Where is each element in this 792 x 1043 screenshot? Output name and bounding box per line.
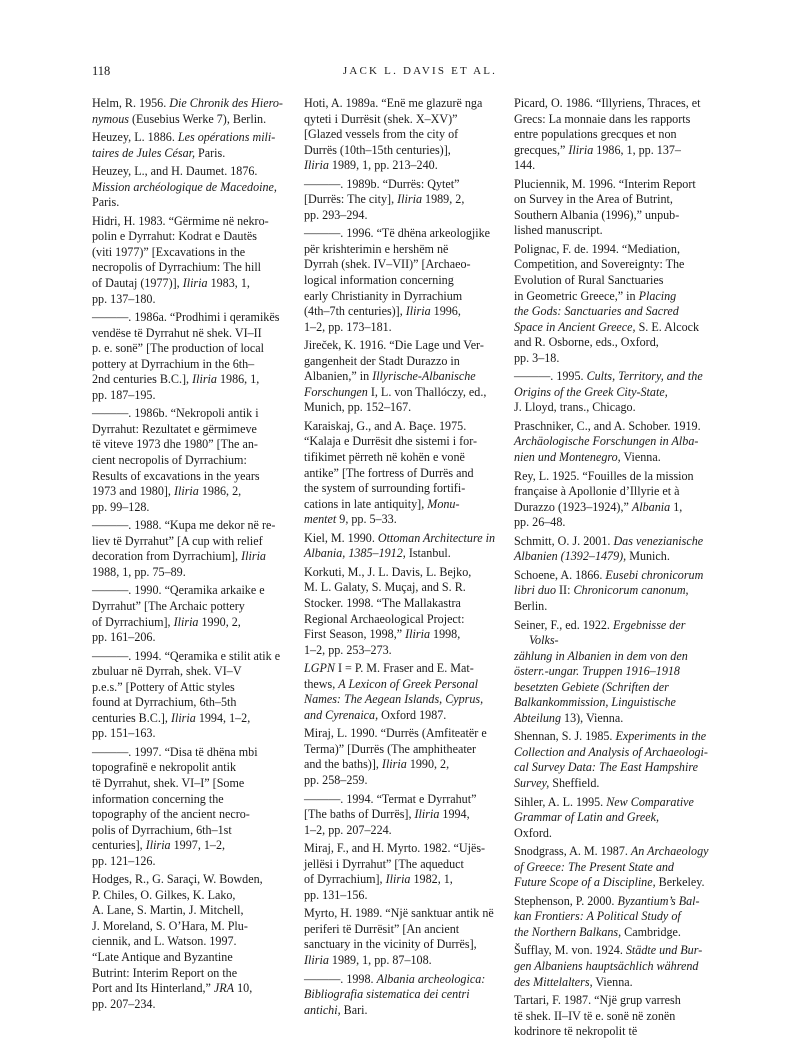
entry-line: pp. 161–206. (92, 630, 156, 645)
entry-line: Survey, Sheffield. (514, 775, 600, 790)
running-head: JACK L. DAVIS ET AL. (342, 65, 498, 77)
entry-line: decoration from Dyrrachium], Iliria (92, 549, 266, 564)
entry-line: p. e. sonë” [The production of local (92, 341, 264, 356)
entry-line: 1–2, pp. 207–224. (304, 822, 392, 837)
entry-line: ———. 1996. “Të dhëna arkeologjike (304, 226, 491, 241)
entry-line: (4th–7th centuries)], Iliria 1996, (304, 304, 461, 319)
bibliography-entry (92, 649, 292, 742)
entry-line: të shek. II–IV të e. sonë në zonën (514, 1008, 676, 1023)
bibliography-entry (92, 310, 292, 403)
entry-line: Grecs: La monnaie dans les rapports (514, 111, 691, 126)
bibliography-entry (304, 841, 502, 903)
entry-line: 2nd centuries B.C.], Iliria 1986, 1, (92, 372, 260, 387)
entry-line: libri duo II: Chronicorum canonum, (514, 583, 689, 598)
entry-line: jellësi i Dyrrahut” [The aqueduct (304, 856, 464, 871)
entry-line: zählung in Albanien in dem von den (514, 648, 688, 663)
entry-line: ———. 1988. “Kupa me dekor në re- (92, 518, 276, 533)
bibliography-entry (92, 130, 292, 161)
bibliography-entry (514, 469, 710, 531)
entry-line: Port and Its Hinterland,” JRA 10, (92, 981, 253, 996)
entry-line: “Kalaja e Durrësit dhe sistemi i for- (304, 434, 478, 449)
entry-line: Schmitt, O. J. 2001. Das venezianische (514, 533, 704, 548)
entry-line: kodrinore të nekropolit të (514, 1024, 638, 1039)
entry-line: Southern Albania (1996),” unpub- (514, 207, 680, 222)
entry-line: cient necropolis of Dyrrachium: (92, 453, 247, 468)
entry-line: Origins of the Greek City-State, (514, 384, 668, 399)
entry-line: Pluciennik, M. 1996. “Interim Report (514, 176, 696, 191)
bibliography-column-2 (304, 96, 502, 1021)
entry-line: J. Lloyd, trans., Chicago. (514, 400, 636, 415)
bibliography-entry (304, 177, 502, 224)
entry-line: Hidri, H. 1983. “Gërmime në nekro- (92, 213, 269, 228)
entry-line: Bibliografia sistematica dei centri (304, 987, 470, 1002)
entry-line: pp. 151–163. (92, 726, 156, 741)
bibliography-entry (92, 164, 292, 211)
entry-line: Iliria 1989, 1, pp. 87–108. (304, 952, 432, 967)
entry-line: pp. 3–18. (514, 350, 560, 365)
bibliography-entry (304, 565, 502, 658)
entry-line: [Durrës: The city], Iliria 1989, 2, (304, 192, 465, 207)
entry-line: Schoene, A. 1866. Eusebi chronicorum (514, 567, 704, 582)
entry-line: Shennan, S. J. 1985. Experiments in the (514, 729, 707, 744)
bibliography-entry (514, 844, 710, 891)
entry-line: P. Chiles, O. Gilkes, K. Lako, (92, 887, 236, 902)
entry-line: pp. 207–234. (92, 996, 156, 1011)
entry-line: on Survey in the Area of Butrint, (514, 192, 673, 207)
entry-line: Šufflay, M. von. 1924. Städte und Bur- (514, 943, 703, 958)
entry-line: Dyrrah (shek. IV–VII)” [Archaeo- (304, 257, 471, 272)
entry-line: tifikimet përreth në kohën e vonë (304, 450, 465, 465)
entry-line: pp. 293–294. (304, 207, 368, 222)
bibliography-entry (92, 214, 292, 307)
entry-line: nien und Montenegro, Vienna. (514, 450, 661, 465)
entry-line: Jireček, K. 1916. “Die Lage und Ver- (304, 338, 484, 353)
entry-line: mentet 9, pp. 5–33. (304, 512, 397, 527)
bibliography-entry (304, 906, 502, 968)
entry-line: Space in Ancient Greece, S. E. Alcock (514, 319, 700, 334)
entry-line: Praschniker, C., and A. Schober. 1919. (514, 418, 701, 433)
entry-line: ———. 1997. “Disa të dhëna mbi (92, 744, 258, 759)
entry-line: pp. 137–180. (92, 291, 156, 306)
entry-line: pp. 121–126. (92, 853, 156, 868)
entry-line: the Northern Balkans, Cambridge. (514, 924, 681, 939)
entry-line: ———. 1990. “Qeramika arkaike e (92, 583, 265, 598)
entry-line: Regional Archaeological Project: (304, 611, 465, 626)
entry-line: Dyrrahut: Rezultatet e gërmimeve (92, 421, 257, 436)
entry-line: of Dyrrachium], Iliria 1982, 1, (304, 872, 453, 887)
entry-line: Rey, L. 1925. “Fouilles de la mission (514, 468, 694, 483)
bibliography-entry (92, 406, 292, 515)
entry-line: Picard, O. 1986. “Illyriens, Thraces, et (514, 96, 701, 110)
bibliography-entry (304, 419, 502, 528)
entry-line: Abteilung 13), Vienna. (514, 710, 624, 725)
entry-line: Tartari, F. 1987. “Një grup varresh (514, 993, 681, 1008)
bibliography-entry (304, 531, 502, 562)
entry-line: Berlin. (514, 598, 548, 613)
entry-line: Miraj, F., and H. Myrto. 1982. “Ujës- (304, 841, 486, 856)
entry-line: të Dyrrahut, shek. VI–I” [Some (92, 775, 245, 790)
entry-line: A. Lane, S. Martin, J. Mitchell, (92, 903, 244, 918)
entry-line: Mission archéologique de Macedoine, (92, 179, 277, 194)
entry-line: Future Scope of a Discipline, Berkeley. (514, 875, 705, 890)
entry-line: Albanien,” in Illyrische-Albanische (304, 369, 476, 384)
entry-line: pp. 99–128. (92, 499, 150, 514)
entry-line: “Late Antique and Byzantine (92, 949, 233, 964)
bibliography-entry (92, 745, 292, 869)
bibliography-entry (304, 96, 502, 174)
entry-line: antike” [The fortress of Durrës and (304, 465, 474, 480)
entry-line: Durazzo (1923–1924),” Albania 1, (514, 499, 683, 514)
entry-line: entre populations grecques et non (514, 127, 677, 142)
entry-line: ———. 1986a. “Prodhimi i qeramikës (92, 310, 280, 325)
entry-line: necropolis of Dyrrachium: The hill (92, 260, 262, 275)
entry-line: taires de Jules César, Paris. (92, 145, 226, 160)
entry-line: Miraj, L. 1990. “Durrës (Amfiteatër e (304, 726, 487, 741)
entry-line: and Cyrenaica, Oxford 1987. (304, 707, 447, 722)
entry-line: 144. (514, 158, 536, 173)
entry-line: lished manuscript. (514, 223, 603, 238)
entry-line: cations in late antiquity], Monu- (304, 496, 460, 511)
entry-line: Dyrrahut” [The Archaic pottery (92, 598, 245, 613)
entry-line: Myrto, H. 1989. “Një sanktuar antik në (304, 906, 494, 921)
bibliography-entry (514, 419, 710, 466)
entry-line: ciennik, and L. Watson. 1997. (92, 934, 237, 949)
entry-line: of Dyrrachium], Iliria 1990, 2, (92, 614, 241, 629)
entry-line: Durrës (10th–15th centuries)], (304, 142, 451, 157)
entry-line: grecques,” Iliria 1986, 1, pp. 137– (514, 142, 681, 157)
entry-line: kan Frontiers: A Political Study of (514, 909, 681, 924)
bibliography-entry (514, 369, 710, 416)
entry-line: ———. 1994. “Qeramika e stilit atik e (92, 648, 281, 663)
bibliography-entry (304, 972, 502, 1019)
entry-line: 1–2, pp. 253–273. (304, 642, 392, 657)
entry-line: österr.-ungar. Truppen 1916–1918 (514, 664, 680, 679)
entry-line: Heuzey, L., and H. Daumet. 1876. (92, 164, 258, 179)
bibliography-entry (304, 726, 502, 788)
entry-line: Hodges, R., G. Saraçi, W. Bowden, (92, 872, 263, 887)
entry-line: (viti 1977)” [Excavations in the (92, 244, 246, 259)
entry-line: Competition, and Sovereignty: The (514, 257, 685, 272)
entry-line: logical information concerning (304, 273, 454, 288)
bibliography-entry (514, 534, 710, 565)
bibliography-entry (92, 518, 292, 580)
entry-line: Butrint: Interim Report on the (92, 965, 238, 980)
entry-line: Stocker. 1998. “The Mallakastra (304, 595, 461, 610)
bibliography-entry (514, 894, 710, 941)
entry-line: Results of excavations in the years (92, 468, 260, 483)
entry-line: Kiel, M. 1990. Ottoman Architecture in (304, 530, 496, 545)
bibliography-entry (514, 943, 710, 990)
entry-line: Korkuti, M., J. L. Davis, L. Bejko, (304, 564, 472, 579)
entry-line: për krishterimin e hershëm në (304, 241, 449, 256)
entry-line: ———. 1989b. “Durrës: Qytet” (304, 176, 460, 191)
entry-line: found at Dyrrachium, 6th–5th (92, 695, 237, 710)
bibliography-entry (514, 618, 710, 727)
entry-line: Hoti, A. 1989a. “Enë me glazurë nga (304, 96, 483, 110)
entry-line: of Dautaj (1977)], Iliria 1983, 1, (92, 276, 250, 291)
entry-line: nymous (Eusebius Werke 7), Berlin. (92, 111, 267, 126)
bibliography-entry (514, 96, 710, 174)
entry-line: First Season, 1998,” Iliria 1998, (304, 627, 461, 642)
entry-line: ———. 1994. “Termat e Dyrrahut” (304, 791, 477, 806)
entry-line: LGPN I = P. M. Fraser and E. Mat- (304, 661, 474, 676)
entry-line: Heuzey, L. 1886. Les opérations mili- (92, 130, 276, 145)
entry-line: të viteve 1973 dhe 1980” [The an- (92, 437, 258, 452)
entry-line: periferi të Durrësit” [An ancient (304, 921, 460, 936)
entry-line: 1–2, pp. 173–181. (304, 319, 392, 334)
entry-line: Karaiskaj, G., and A. Baçe. 1975. (304, 418, 467, 433)
entry-line: and the baths)], Iliria 1990, 2, (304, 757, 450, 772)
entry-line: besetzten Gebiete (Schriften der (514, 679, 669, 694)
entry-line: polis of Dyrrachium, 6th–1st (92, 822, 232, 837)
entry-line: liev të Dyrrahut” [A cup with relief (92, 533, 263, 548)
entry-line: M. L. Galaty, S. Muçaj, and S. R. (304, 580, 466, 595)
entry-line: vendëse të Dyrrahut në shek. VI–II (92, 325, 262, 340)
entry-line: ———. 1998. Albania archeologica: (304, 971, 486, 986)
bibliography-entry (92, 96, 292, 127)
entry-line: Grammar of Latin and Greek, (514, 810, 660, 825)
entry-line: ———. 1995. Cults, Territory, and the (514, 369, 703, 384)
entry-line: Paris. (92, 195, 120, 210)
bibliography-entry (304, 792, 502, 839)
entry-line: thews, A Lexicon of Greek Personal (304, 676, 478, 691)
entry-line: cal Survey Data: The East Hampshire (514, 760, 698, 775)
entry-line: the system of surrounding fortifi- (304, 481, 466, 496)
entry-line: française à Apollonie d’Illyrie et à (514, 484, 680, 499)
bibliography-entry (514, 242, 710, 366)
entry-line: centuries], Iliria 1997, 1–2, (92, 838, 226, 853)
bibliography-entry (514, 177, 710, 239)
entry-line: of Greece: The Present State and (514, 859, 674, 874)
entry-line: Iliria 1989, 1, pp. 213–240. (304, 158, 438, 173)
bibliography-entry (304, 338, 502, 416)
bibliography-entry (92, 872, 292, 1012)
entry-line: gen Albaniens hauptsächlich während (514, 958, 699, 973)
entry-line: zbuluar në Dyrrah, shek. VI–V (92, 664, 242, 679)
entry-line: in Geometric Greece,” in Placing (514, 288, 677, 303)
bibliography-entry (514, 993, 710, 1040)
entry-line: Terma)” [Durrës (The amphitheater (304, 741, 477, 756)
entry-line: pottery at Dyrrachium in the 6th– (92, 356, 255, 371)
entry-line: topografinë e nekropolit antik (92, 760, 237, 775)
entry-line: ———. 1986b. “Nekropoli antik i (92, 406, 259, 421)
entry-line: Stephenson, P. 2000. Byzantium’s Bal- (514, 893, 700, 908)
entry-line: polin e Dyrrahut: Kodrat e Dautës (92, 229, 257, 244)
entry-line: pp. 131–156. (304, 887, 368, 902)
entry-line: pp. 258–259. (304, 772, 368, 787)
entry-line: Seiner, F., ed. 1922. Ergebnisse der Volks- (514, 617, 686, 648)
entry-line: Oxford. (514, 825, 552, 840)
entry-line: qyteti i Durrësit (shek. X–XV)” (304, 111, 458, 126)
entry-line: Snodgrass, A. M. 1987. An Archaeology (514, 844, 709, 859)
bibliography-entry (514, 729, 710, 791)
bibliography-entry (304, 661, 502, 723)
entry-line: antichi, Bari. (304, 1002, 368, 1017)
entry-line: and R. Osborne, eds., Oxford, (514, 335, 659, 350)
entry-line: information concerning the (92, 791, 224, 806)
entry-line: pp. 187–195. (92, 387, 156, 402)
entry-line: J. Moreland, S. O’Hara, M. Plu- (92, 918, 248, 933)
entry-line: Polignac, F. de. 1994. “Mediation, (514, 241, 680, 256)
entry-line: Helm, R. 1956. Die Chronik des Hiero- (92, 96, 283, 110)
entry-line: [The baths of Durrës], Iliria 1994, (304, 807, 470, 822)
entry-line: Forschungen I, L. von Thallóczy, ed., (304, 384, 487, 399)
bibliography-entry (514, 568, 710, 615)
entry-line: Albania, 1385–1912, Istanbul. (304, 546, 451, 561)
entry-line: early Christianity in Dyrrachium (304, 288, 463, 303)
entry-line: des Mittelalters, Vienna. (514, 974, 633, 989)
entry-line: [Glazed vessels from the city of (304, 127, 459, 142)
entry-line: topography of the ancient necro- (92, 807, 250, 822)
entry-line: 1973 and 1980], Iliria 1986, 2, (92, 484, 242, 499)
bibliography-entry (92, 583, 292, 645)
entry-line: Albanien (1392–1479), Munich. (514, 549, 670, 564)
entry-line: p.e.s.” [Pottery of Attic styles (92, 679, 235, 694)
entry-line: Sihler, A. L. 1995. New Comparative (514, 794, 694, 809)
entry-line: Munich, pp. 152–167. (304, 400, 412, 415)
entry-line: Balkankommission, Linguistische (514, 695, 676, 710)
bibliography-entry (514, 795, 710, 842)
entry-line: centuries B.C.], Iliria 1994, 1–2, (92, 710, 251, 725)
entry-line: Archäologische Forschungen in Alba- (514, 434, 699, 449)
entry-line: gangenheit der Stadt Durazzo in (304, 353, 460, 368)
entry-line: Evolution of Rural Sanctuaries (514, 273, 664, 288)
entry-line: pp. 26–48. (514, 515, 566, 530)
entry-line: the Gods: Sanctuaries and Sacred (514, 304, 679, 319)
page-number: 118 (92, 64, 111, 78)
entry-line: Collection and Analysis of Archaeologi- (514, 744, 708, 759)
entry-line: Names: The Aegean Islands, Cyprus, (304, 692, 484, 707)
bibliography-column-3 (514, 96, 710, 1043)
entry-line: sanctuary in the vicinity of Durrës], (304, 937, 477, 952)
bibliography-column-1 (92, 96, 292, 1015)
entry-line: 1988, 1, pp. 75–89. (92, 564, 186, 579)
bibliography-entry (304, 226, 502, 335)
